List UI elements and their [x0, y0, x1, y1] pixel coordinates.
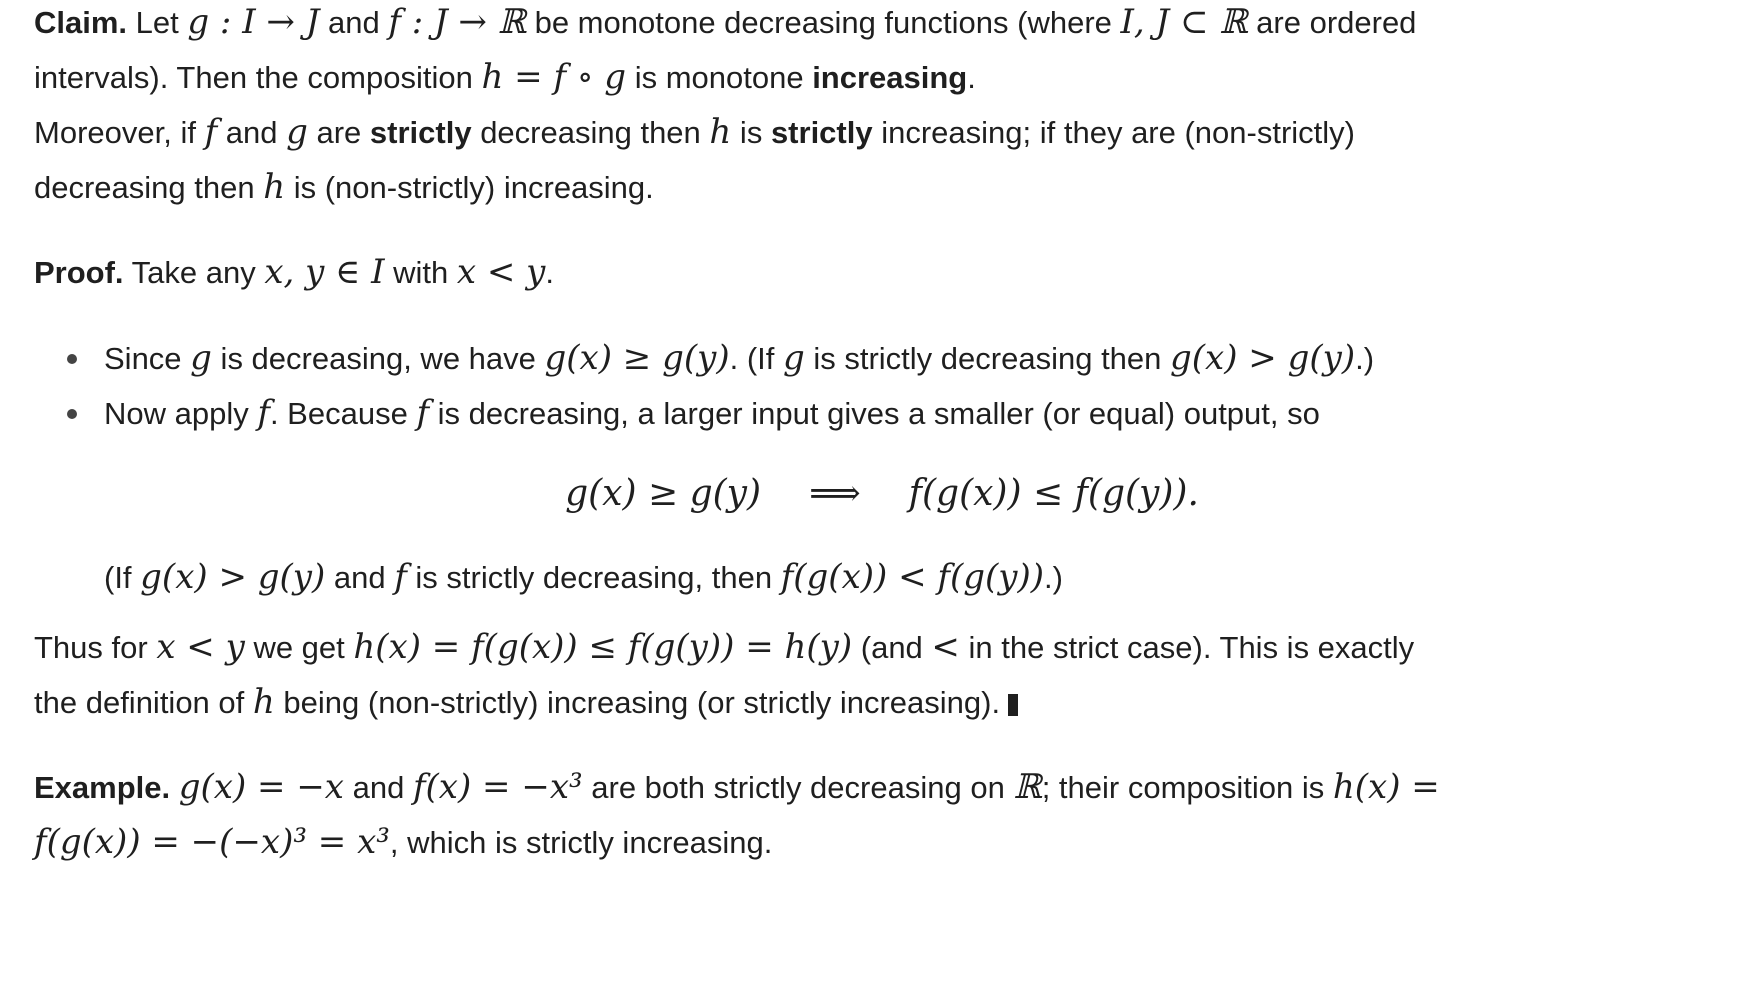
bullet-item-1 — [104, 336, 1374, 381]
claim-text: are — [307, 115, 370, 150]
math-g: g — [190, 338, 212, 378]
math-intervals: I, J ⊂ ℝ — [1120, 2, 1248, 42]
proof-text: Take any — [123, 255, 265, 290]
claim-text: Moreover, if — [34, 115, 205, 150]
math-lt: < — [931, 627, 960, 667]
math-x-lt-y: x < y — [456, 252, 546, 292]
bold-strictly: strictly — [369, 115, 472, 150]
example-text: ; their composition is — [1041, 770, 1333, 805]
conclusion-text: being (non-strictly) increasing (or strictly increasing). — [274, 685, 1001, 720]
math-g: g — [286, 112, 308, 152]
bullet-text: is strictly decreasing then — [804, 341, 1171, 376]
bullet-text: . Because — [269, 396, 417, 431]
math-f: f — [257, 393, 270, 433]
proof-text: . — [545, 255, 555, 290]
math-g: g — [782, 338, 805, 378]
math-f: f — [394, 557, 407, 597]
math-composition: h = f ∘ g — [481, 57, 627, 97]
proof-text: with — [384, 255, 457, 290]
display-equation — [0, 470, 1764, 518]
note-text: (If — [104, 560, 141, 595]
claim-text: intervals). Then the composition — [34, 60, 482, 95]
conclusion-text: in the strict case). This is exactly — [959, 630, 1415, 665]
bullet-text: is decreasing, a larger input gives a smaller (or equal) output, so — [429, 396, 1320, 431]
claim-line-4 — [34, 165, 654, 210]
math-g-def: g(x) = −x — [178, 767, 344, 807]
strict-note — [104, 555, 1063, 600]
claim-text: increasing; if they are (non-strictly) — [872, 115, 1356, 150]
claim-text: Let — [127, 5, 188, 40]
display-left: g(x) ≥ g(y) — [565, 473, 762, 514]
note-text: and — [325, 560, 395, 595]
math-xy-in-i: x, y ∈ I — [264, 252, 385, 292]
math-f: f — [204, 112, 218, 152]
conclusion-text: Thus for — [34, 630, 157, 665]
proof-label: Proof. — [34, 255, 124, 290]
claim-text: and — [217, 115, 287, 150]
conclusion-text: we get — [244, 630, 354, 665]
qed-icon — [1008, 694, 1018, 716]
math-inequality: g(x) ≥ g(y) — [544, 338, 730, 378]
claim-text: be monotone decreasing functions (where — [525, 5, 1121, 40]
example-text: , which is strictly increasing. — [389, 825, 773, 860]
bullet-text: .) — [1355, 341, 1375, 376]
bullet-text: . (If — [729, 341, 783, 376]
math-h-def: h(x) = — [1332, 767, 1440, 807]
example-line-2 — [34, 820, 772, 865]
bullet-text: Now apply — [104, 396, 258, 431]
conclusion-text: the definition of — [34, 685, 253, 720]
claim-text: . — [967, 60, 976, 95]
bullet-icon — [67, 354, 77, 364]
math-f: f — [416, 393, 430, 433]
display-right: f(g(x)) ≤ f(g(y)). — [908, 473, 1199, 514]
implies-arrow-icon: ⟹ — [809, 473, 861, 514]
math-h: h — [263, 167, 286, 207]
bold-increasing: increasing — [812, 60, 968, 95]
conclusion-line-1 — [34, 625, 1414, 670]
claim-line-3 — [34, 110, 1355, 155]
bullet-item-2 — [104, 391, 1320, 436]
conclusion-text: (and — [852, 630, 932, 665]
math-chain: h(x) = f(g(x)) ≤ f(g(y)) = h(y) — [353, 627, 853, 667]
claim-text: decreasing then — [471, 115, 710, 150]
note-text: .) — [1044, 560, 1063, 595]
claim-text: is (non-strictly) increasing. — [285, 170, 654, 205]
math-h: h — [252, 682, 275, 722]
claim-line-1 — [34, 0, 1416, 45]
claim-text: decreasing then — [34, 170, 264, 205]
conclusion-line-2 — [34, 680, 1018, 725]
claim-text: is monotone — [626, 60, 813, 95]
claim-text: and — [319, 5, 389, 40]
math-f-def: f(x) = −x³ — [412, 767, 583, 807]
bullet-text: Since — [104, 341, 191, 376]
bullet-icon — [67, 409, 77, 419]
math-reals: ℝ — [1013, 767, 1042, 807]
math-strict-inequality: g(x) > g(y) — [140, 557, 326, 597]
claim-text: are ordered — [1247, 5, 1417, 40]
math-strict-inequality: g(x) > g(y) — [1170, 338, 1356, 378]
example-label: Example. — [34, 770, 171, 805]
bullet-text: is decreasing, we have — [211, 341, 545, 376]
example-text: are both strictly decreasing on — [582, 770, 1014, 805]
claim-text: is — [731, 115, 771, 150]
example-text: and — [344, 770, 413, 805]
claim-line-2 — [34, 55, 976, 100]
math-composition-eval: f(g(x)) = −(−x)³ = x³ — [34, 822, 390, 862]
example-line-1 — [34, 765, 1440, 810]
bold-strictly: strictly — [770, 115, 873, 150]
proof-intro — [34, 250, 554, 295]
math-h: h — [709, 112, 732, 152]
note-text: is strictly decreasing, then — [406, 560, 781, 595]
math-composite-strict: f(g(x)) < f(g(y)) — [780, 557, 1044, 597]
math-f-map: f : J → ℝ — [388, 2, 526, 42]
math-x-lt-y: x < y — [156, 627, 245, 667]
claim-label: Claim. — [34, 5, 128, 40]
math-g-map: g : I → J — [187, 2, 320, 42]
